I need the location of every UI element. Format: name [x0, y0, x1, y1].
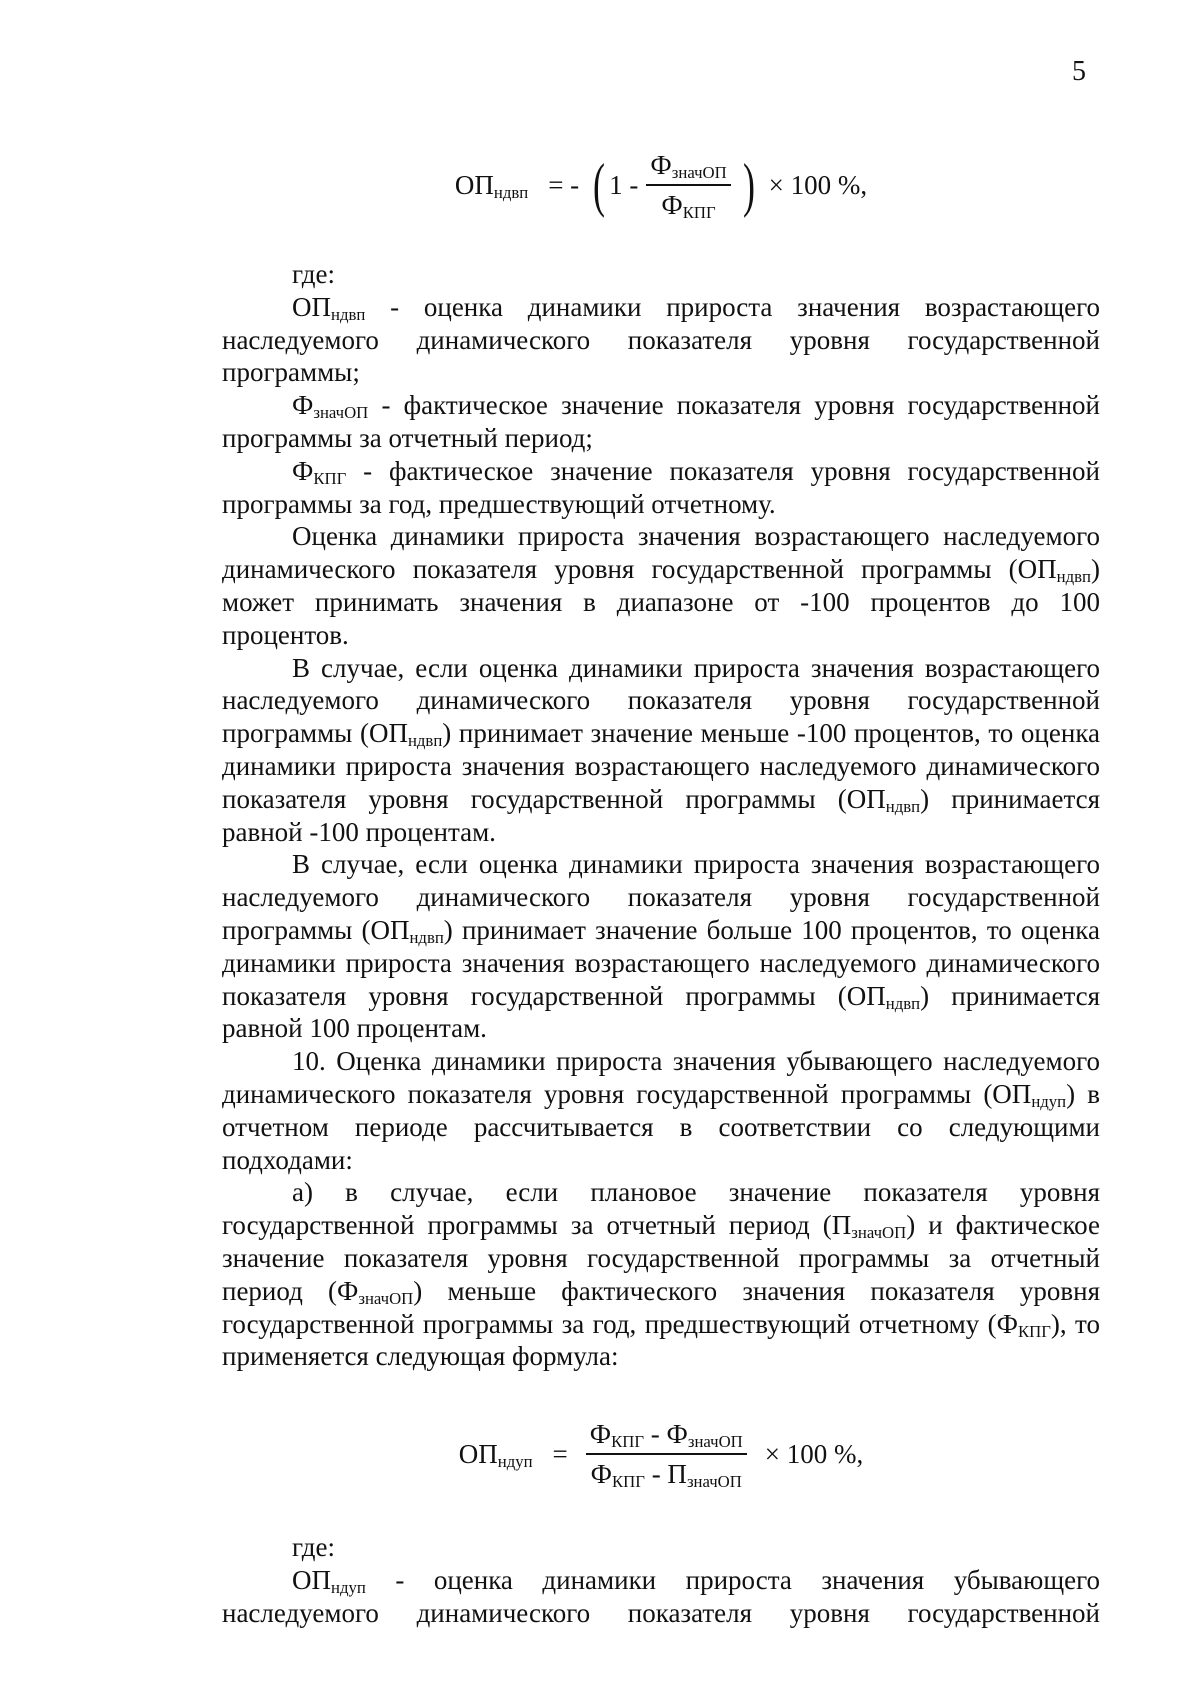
- document-body: [222, 126, 1100, 1629]
- fraction: $\frac{Ф_{значОП}}{Ф_{КПГ}}$: [646, 149, 730, 221]
- paragraph-less-than: В случае, если оценка динамики прироста значения возрастающего наследуемого динамического показателя уровня государственной программы $(ОП_{ндвп})$ принимает значение меньше -100 процентов, то оценка динамики прироста значения возрастающего наследуемого динамического показателя уровня государственной программы $(ОП_{ндвп})$ принимается равной -100 процентам.: [222, 652, 1101, 847]
- right-paren: ): [742, 152, 755, 218]
- paragraph-range: Оценка динамики прироста значения возрастающего наследуемого динамического показателя уровня государственной программы $(ОП_{ндвп})$ может принимать значения в диапазоне от -100 процентов до 100 процентов.: [222, 521, 1100, 650]
- definition-op-ndup: $ОП_{ндуп}$ - оценка динамики прироста значения убывающего наследуемого динамического показателя уровня государственной: [222, 1564, 1100, 1628]
- paragraph-item-10: 10. Оценка динамики прироста значения убывающего наследуемого динамического показателя уровня государственной программы $(ОП_{ндуп})$ в отчетном периоде рассчитывается в соответствии со следующими подходами:: [222, 1046, 1100, 1175]
- definition-f-kpg: $Ф_{КПГ}$ - фактическое значение показателя уровня государственной программы за год, предшествующий отчетному.: [222, 455, 1100, 519]
- paragraph-greater-than: В случае, если оценка динамики прироста значения возрастающего наследуемого динамического показателя уровня государственной программы $(ОП_{ндвп})$ принимает значение больше 100 процентов, то оценка динамики прироста значения возрастающего наследуемого динамического показателя уровня государственной программы $(ОП_{ндвп})$ принимается равной 100 процентам.: [222, 849, 1101, 1044]
- fraction: $\frac{Ф_{КПГ} - Ф_{значОП}}{Ф_{КПГ} - П_{значОП}}$: [586, 1418, 747, 1490]
- formula-op-ndvp: $ОП_{ндвп}$ = - ( 1 - $\frac{Ф_{значОП}}{Ф_{КПГ}}$ ) × 100 %,: [454, 150, 868, 223]
- where-label-2: где:: [292, 1532, 335, 1563]
- paragraph-item-a: а) в случае, если плановое значение показателя уровня государственной программы за отчетный период $(П_{значОП})$ и фактическое значение показателя уровня государственной программы за отчетный период $(Ф_{значОП})$ меньше фактического значения показателя уровня государственной программы за год, предшествующий отчетному $(Ф_{КПГ})$, то применяется следующая формула:: [222, 1177, 1101, 1372]
- definition-op-ndvp: $ОП_{ндвп}$ - оценка динамики прироста значения возрастающего наследуемого динамического показателя уровня государственной программы;: [222, 291, 1100, 388]
- definition-f-znachop: $Ф_{значОП}$ - фактическое значение показателя уровня государственной программы за отчетный период;: [222, 390, 1100, 453]
- left-paren: (: [593, 152, 606, 218]
- formula-op-ndup: $ОП_{ндуп}$ = $\frac{Ф_{КПГ} - Ф_{значОП}}{Ф_{КПГ} - П_{значОП}}$ × 100 %,: [458, 1419, 864, 1492]
- where-label: где:: [292, 259, 335, 289]
- page-number: 5: [1072, 56, 1086, 87]
